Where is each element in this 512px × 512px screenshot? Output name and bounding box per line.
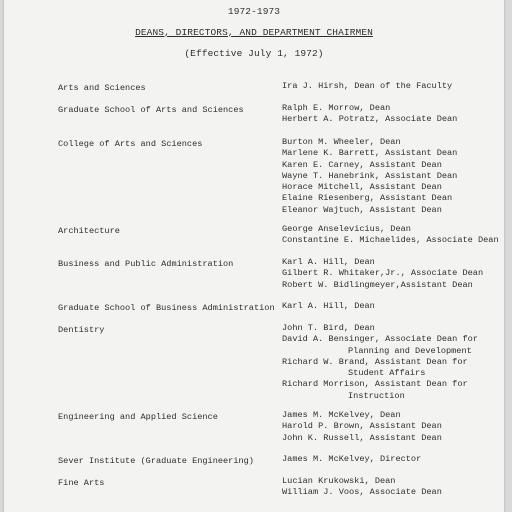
unit-name: Fine Arts — [58, 478, 105, 488]
person-line: Marlene K. Barrett, Assistant Dean — [282, 148, 458, 159]
person-line: Karen E. Carney, Assistant Dean — [282, 159, 442, 170]
unit-name: Arts and Sciences — [58, 83, 146, 93]
person-line: Robert W. Bidlingmeyer,Assistant Dean — [282, 279, 473, 290]
unit-people — [282, 137, 504, 216]
person-line: Gilbert R. Whitaker,Jr., Associate Dean — [282, 268, 484, 279]
unit-people — [282, 323, 504, 402]
person-line: Elaine Riesenberg, Assistant Dean — [282, 193, 453, 204]
person-line: John K. Russell, Assistant Dean — [282, 432, 442, 443]
unit-people — [282, 476, 504, 499]
person-line: Ira J. Hirsh, Dean of the Faculty — [282, 81, 453, 91]
document-title: DEANS, DIRECTORS, AND DEPARTMENT CHAIRMEN — [135, 27, 373, 38]
person-line: Student Affairs — [348, 368, 426, 379]
unit-name: Graduate School of Business Administration — [58, 303, 275, 313]
unit-people — [282, 103, 504, 126]
unit-people — [282, 257, 504, 291]
person-line: Instruction — [348, 390, 405, 401]
person-line: Constantine E. Michaelides, Associate Dean — [282, 235, 499, 246]
person-line: James M. McKelvey, Dean — [282, 410, 401, 420]
person-line: James M. McKelvey, Director — [282, 454, 422, 464]
person-line: Horace Mitchell, Assistant Dean — [282, 182, 442, 193]
person-line: George Anselevicius, Dean — [282, 224, 411, 234]
person-line: William J. Voos, Associate Dean — [282, 487, 442, 498]
person-line: Wayne T. Hanebrink, Assistant Dean — [282, 170, 458, 181]
unit-people — [282, 301, 504, 312]
person-line: Herbert A. Potratz, Associate Dean — [282, 114, 458, 125]
unit-people — [282, 454, 504, 465]
unit-name: Dentistry — [58, 325, 105, 335]
person-line: Eleanor Wajtuch, Assistant Dean — [282, 204, 442, 215]
person-line: Karl A. Hill, Dean — [282, 301, 375, 311]
person-line: Planning and Development — [348, 345, 472, 356]
unit-name: Graduate School of Arts and Sciences — [58, 105, 244, 115]
unit-name: Business and Public Administration — [58, 259, 234, 269]
unit-name: Sever Institute (Graduate Engineering) — [58, 456, 254, 466]
person-line: Richard Morrison, Assistant Dean for — [282, 379, 468, 390]
unit-people — [282, 224, 504, 247]
person-line: Harold P. Brown, Assistant Dean — [282, 421, 442, 432]
person-line: Richard W. Brand, Assistant Dean for — [282, 356, 468, 367]
unit-people — [282, 410, 504, 444]
effective-date: (Effective July 1, 1972) — [184, 48, 324, 59]
person-line: Ralph E. Morrow, Dean — [282, 103, 391, 113]
unit-name: Architecture — [58, 226, 120, 236]
person-line: Karl A. Hill, Dean — [282, 257, 375, 267]
unit-name: College of Arts and Sciences — [58, 139, 203, 149]
document-page — [4, 0, 504, 512]
person-line: David A. Bensinger, Associate Dean for — [282, 334, 478, 345]
person-line: John T. Bird, Dean — [282, 323, 375, 333]
unit-name: Engineering and Applied Science — [58, 412, 218, 422]
year-heading: 1972-1973 — [227, 6, 281, 17]
person-line: Burton M. Wheeler, Dean — [282, 137, 401, 147]
unit-people — [282, 81, 504, 92]
person-line: Lucian Krukowski, Dean — [282, 476, 396, 486]
